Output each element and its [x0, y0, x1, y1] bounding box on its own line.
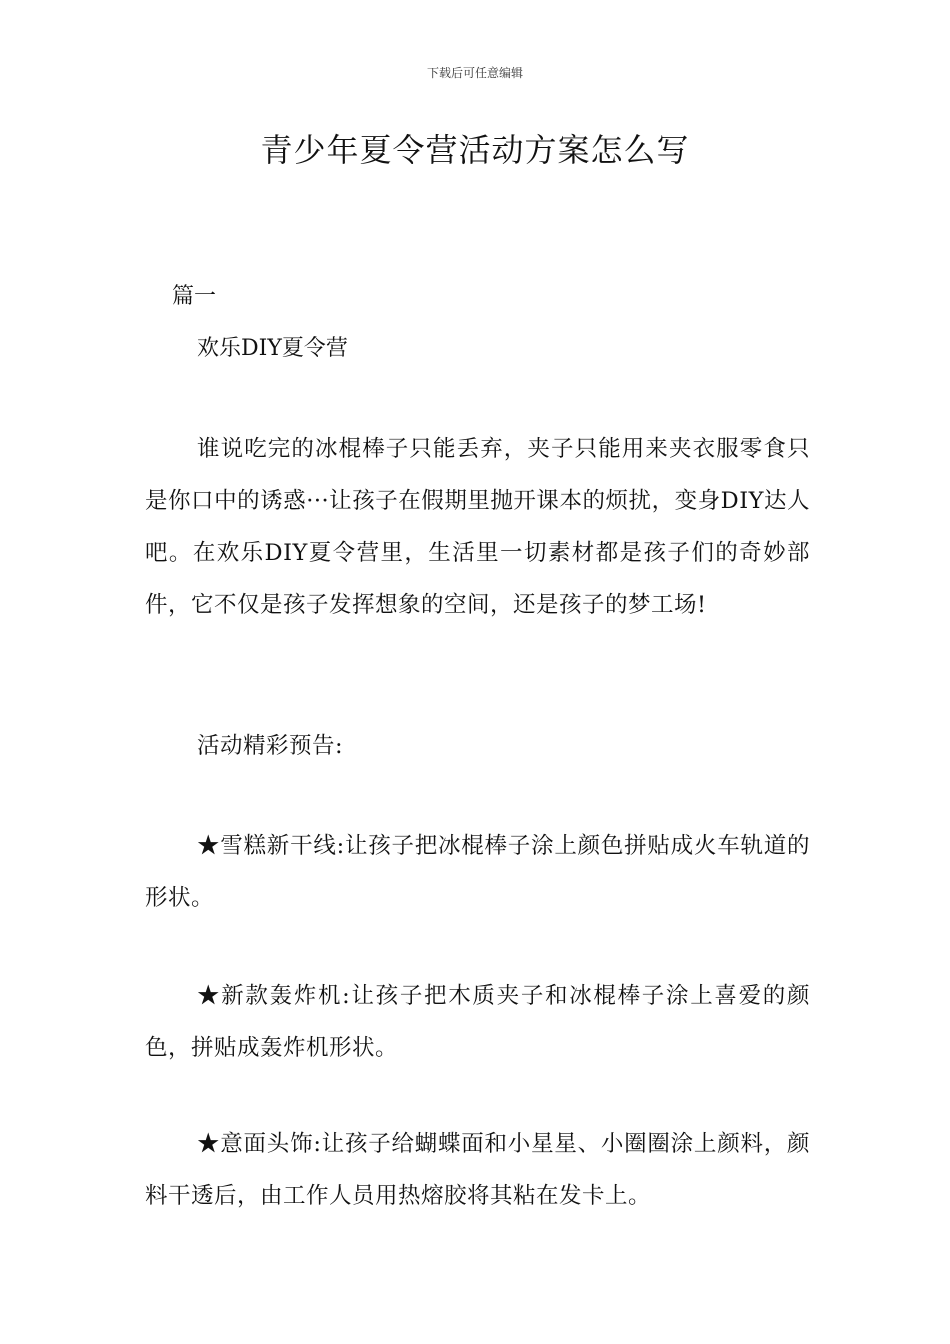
activity-item: ★新款轰炸机:让孩子把木质夹子和冰棍棒子涂上喜爱的颜色，拼贴成轰炸机形状。 — [145, 983, 810, 1061]
activity-item: ★意面头饰:让孩子给蝴蝶面和小星星、小圈圈涂上颜料，颜料干透后，由工作人员用热熔胶将其粘在发卡上。 — [145, 1131, 810, 1209]
activity-item: ★雪糕新干线:让孩子把冰棍棒子涂上颜色拼贴成火车轨道的形状。 — [145, 833, 810, 911]
document-title: 青少年夏令营活动方案怎么写 — [260, 131, 690, 169]
activity-preview-heading: 活动精彩预告: — [197, 733, 344, 759]
section-label: 篇一 — [172, 284, 217, 309]
page-header-note: 下载后可任意编辑 — [426, 66, 523, 80]
section-subtitle: 欢乐DIY夏令营 — [197, 336, 348, 361]
intro-paragraph: 谁说吃完的冰棍棒子只能丢弃，夹子只能用来夹衣服零食只是你口中的诱惑···让孩子在假期里抛开课本的烦扰，变身DIY达人吧。在欢乐DIY夏令营里，生活里一切素材都是孩子们的奇妙部件，它不仅是孩子发挥想象的空间，还是孩子的梦工场! — [145, 436, 810, 618]
